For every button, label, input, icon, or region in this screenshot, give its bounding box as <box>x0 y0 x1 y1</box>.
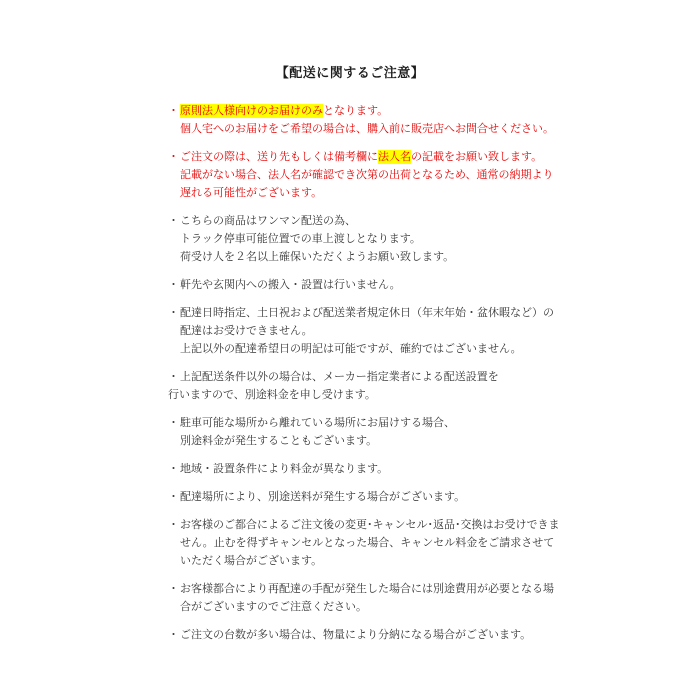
bullet-icon: ・ <box>168 491 179 503</box>
notice-text: 行いますので、別途料金を申し受けます。 <box>168 389 376 401</box>
notice-item <box>168 368 568 404</box>
notice-item <box>168 102 568 138</box>
notice-line <box>168 304 568 322</box>
notice-text: お客様のご都合によるご注文後の変更･キャンセル･返品･交換はお受けできま <box>180 519 560 531</box>
notice-line <box>168 626 568 644</box>
highlighted-notice-text: 原則法人様向けのお届けのみ <box>180 105 323 117</box>
notice-text: 上記以外の配達希望日の明記は可能ですが、確約ではございません。 <box>180 343 522 355</box>
notice-line <box>168 276 568 294</box>
bullet-icon: ・ <box>168 417 179 429</box>
notice-text: 別途料金が発生することもございます。 <box>180 435 378 447</box>
notice-line <box>168 460 568 478</box>
notice-item <box>168 516 568 570</box>
notice-text: 配達日時指定、土日祝および配送業者規定休日（年末年始・盆休暇など）の <box>180 307 554 319</box>
notice-text: 個人宅へのお届けをご希望の場合は、購入前に販売店へお問合せください。 <box>180 123 554 135</box>
notice-item <box>168 488 568 506</box>
page-title: 【配送に関するご注意】 <box>275 65 425 80</box>
notice-line <box>168 488 568 506</box>
highlighted-notice-text: 法人名 <box>378 151 411 163</box>
notice-text: 記載がない場合、法人名が確認でき次第の出荷となるため、通常の納期より <box>180 169 554 181</box>
notice-text: ご注文の際は、送り先もしくは備考欄に <box>180 151 378 163</box>
notice-text: 地域・設置条件により料金が異なります。 <box>180 463 389 475</box>
notice-line <box>168 552 568 570</box>
notice-line <box>168 368 568 386</box>
bullet-icon: ・ <box>168 151 179 163</box>
bullet-icon: ・ <box>168 519 179 531</box>
notice-text: 駐車可能な場所から離れている場所にお届けする場合、 <box>180 417 455 429</box>
notice-text: せん。止むを得ずキャンセルとなった場合、キャンセル料金をご請求させて <box>180 537 555 549</box>
notice-line <box>168 598 568 616</box>
notice-line <box>168 102 568 120</box>
bullet-icon: ・ <box>168 215 179 227</box>
notice-text: ご注文の台数が多い場合は、物量により分納になる場合がございます。 <box>180 629 532 641</box>
bullet-icon: ・ <box>168 371 179 383</box>
notice-line <box>168 534 568 552</box>
notice-text: こちらの商品はワンマン配送の為、 <box>180 215 356 227</box>
notice-text: 上記配送条件以外の場合は、メーカー指定業者による配送設置を <box>180 371 499 383</box>
notice-line <box>168 212 568 230</box>
notice-list <box>168 102 568 644</box>
bullet-icon: ・ <box>168 629 179 641</box>
notice-line <box>168 340 568 358</box>
bullet-icon: ・ <box>168 105 179 117</box>
notice-line <box>168 432 568 450</box>
notice-text: 軒先や玄関内への搬入・設置は行いません。 <box>180 279 401 291</box>
notice-text: 合がございますのでご注意ください。 <box>180 601 367 613</box>
notice-item <box>168 626 568 644</box>
bullet-icon: ・ <box>168 463 179 475</box>
notice-item <box>168 304 568 358</box>
notice-line <box>168 322 568 340</box>
bullet-icon: ・ <box>168 583 179 595</box>
notice-line <box>168 166 568 184</box>
notice-line <box>168 230 568 248</box>
notice-text: の記載をお願い致します。 <box>411 151 543 163</box>
notice-text: 配達はお受けできません。 <box>180 325 313 337</box>
notice-text: お客様都合により再配達の手配が発生した場合には別途費用が必要となる場 <box>180 583 554 595</box>
notice-line <box>168 516 568 534</box>
notice-line <box>168 248 568 266</box>
bullet-icon: ・ <box>168 307 179 319</box>
notice-text: となります。 <box>323 105 389 117</box>
notice-item <box>168 212 568 266</box>
notice-item <box>168 148 568 202</box>
notice-line <box>168 386 568 404</box>
notice-item <box>168 276 568 294</box>
notice-line <box>168 120 568 138</box>
notice-text: いただく場合がございます。 <box>180 555 323 567</box>
notice-item <box>168 580 568 616</box>
notice-text: 遅れる可能性がございます。 <box>180 187 323 199</box>
notice-text: トラック停車可能位置での車上渡しとなります。 <box>180 233 421 245</box>
notice-item <box>168 460 568 478</box>
bullet-icon: ・ <box>168 279 179 291</box>
notice-line <box>168 148 568 166</box>
notice-line <box>168 184 568 202</box>
notice-line <box>168 580 568 598</box>
notice-text: 荷受け人を２名以上確保いただくようお願い致します。 <box>180 251 455 263</box>
notice-line <box>168 414 568 432</box>
notice-text: 配達場所により、別途送料が発生する場合がございます。 <box>180 491 466 503</box>
notice-item <box>168 414 568 450</box>
